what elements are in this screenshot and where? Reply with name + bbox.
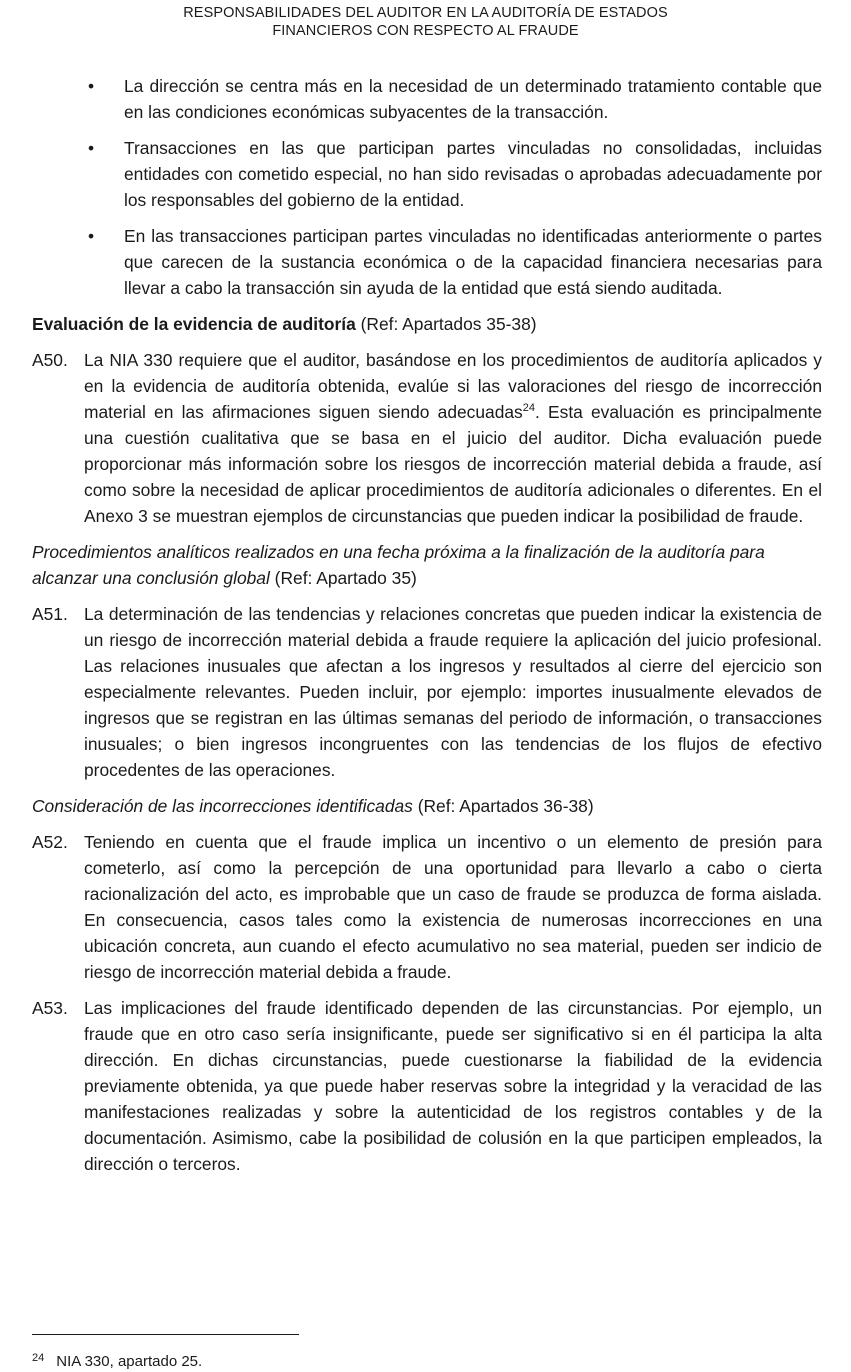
bullet-text: En las transacciones participan partes vinculadas no identificadas anteriormente o partes que carecen de la sustancia económica o de la capacidad financiera necesarias para llevar a cabo la transacción sin ayuda de la entidad que está siendo auditada. [124,226,822,298]
paragraph-number: A51. [32,604,68,624]
paragraph-text: Teniendo en cuenta que el fraude implica un incentivo o un elemento de presión para cometerlo, así como la percepción de una oportunidad para llevarlo a cabo o cierta racionalización del acto, es improbable que un caso de fraude se produzca de forma aislada. En consecuencia, casos tales como la existencia de numerosas incorrecciones en una ubicación concreta, aun cuando el efecto acumulativo no sea material, pueden ser indicio de riesgo de incorrección material debida a fraude. [84,832,822,982]
bullet-text: La dirección se centra más en la necesidad de un determinado tratamiento contable que en las condiciones económicas subyacentes de la transacción. [124,76,822,122]
paragraph-number: A52. [32,832,68,852]
paragraph-number: A50. [32,350,68,370]
section-heading-procedimientos [32,539,822,591]
footnote-separator [32,1334,299,1335]
bullet-item [32,73,822,125]
paragraph-text: La determinación de las tendencias y relaciones concretas que pueden indicar la existencia de un riesgo de incorrección material debida a fraude requiere la aplicación del juicio profesional. Las relaciones inusuales que afectan a los ingresos y resultados al cierre del ejercicio son especialmente relevantes. Pueden incluir, por ejemplo: importes inusualmente elevados de ingresos que se registran en las últimas semanas del periodo de información, o transacciones inusuales; o bien ingresos incongruentes con las tendencias de los flujos de efectivo procedentes de las operaciones. [84,604,822,780]
section-ref: (Ref: Apartados 35-38) [355,314,537,334]
bullet-dot: • [88,138,95,158]
paragraph-a51 [32,601,822,783]
bullet-item [32,135,822,213]
footnote-reference[interactable]: 24 [522,402,535,414]
section-title: Procedimientos analíticos realizados en una fecha próxima a la finalización de la auditoría para alcanzar una conclusión global [32,542,765,588]
section-heading-consideracion [32,793,822,819]
paragraph-text: Las implicaciones del fraude identificado dependen de las circunstancias. Por ejemplo, un fraude que en otro caso sería insignificante, puede ser significativo si en él participa la alta dirección. En dichas circunstancias, puede cuestionarse la fiabilidad de la evidencia previamente obtenida, ya que puede haber reservas sobre la integridad y la veracidad de las manifestaciones realizadas y sobre la autenticidad de los registros contables y de la documentación. Asimismo, cabe la posibilidad de colusión en la que participen empleados, la dirección o terceros. [84,998,822,1174]
bullet-dot: • [88,76,95,96]
section-title: Evaluación de la evidencia de auditoría [32,314,356,334]
paragraph-text-part1: La NIA 330 requiere que el auditor, basándose en los procedimientos de auditoría aplicados y en la evidencia de auditoría obtenida, evalúe si las valoraciones del riesgo de incorrección material en las afirmaciones siguen siendo adecuadas [84,350,822,422]
footnote [32,1348,202,1372]
header-line-1: RESPONSABILIDADES DEL AUDITOR EN LA AUDITORÍA DE ESTADOS [183,5,668,21]
paragraph-a50 [32,347,822,529]
paragraph-a53 [32,995,822,1177]
bullet-item [32,223,822,301]
footnote-text: NIA 330, apartado 25. [56,1353,203,1370]
bullet-text: Transacciones en las que participan partes vinculadas no consolidadas, incluidas entidades con cometido especial, no han sido revisadas o aprobadas adecuadamente por los responsables del gobierno de la entidad. [124,138,822,210]
section-ref: (Ref: Apartados 36-38) [412,796,594,816]
section-title: Consideración de las incorrecciones identificadas [32,796,413,816]
footnote-number: 24 [32,1352,45,1364]
section-heading-evaluacion [32,311,822,337]
page-header [0,4,851,40]
header-line-2: FINANCIEROS CON RESPECTO AL FRAUDE [272,23,579,39]
bullet-dot: • [88,226,95,246]
paragraph-a52 [32,829,822,985]
paragraph-text-part2: . Esta evaluación es principalmente una cuestión cualitativa que se basa en el juicio del auditor. Dicha evaluación puede proporcionar más información sobre los riesgos de incorrección material debida a fraude, así como sobre la necesidad de aplicar procedimientos de auditoría adicionales o diferentes. En el Anexo 3 se muestran ejemplos de circunstancias que pueden indicar la posibilidad de fraude. [84,402,823,526]
document-body [32,73,822,1187]
paragraph-number: A53. [32,998,68,1018]
section-ref: (Ref: Apartado 35) [269,568,417,588]
